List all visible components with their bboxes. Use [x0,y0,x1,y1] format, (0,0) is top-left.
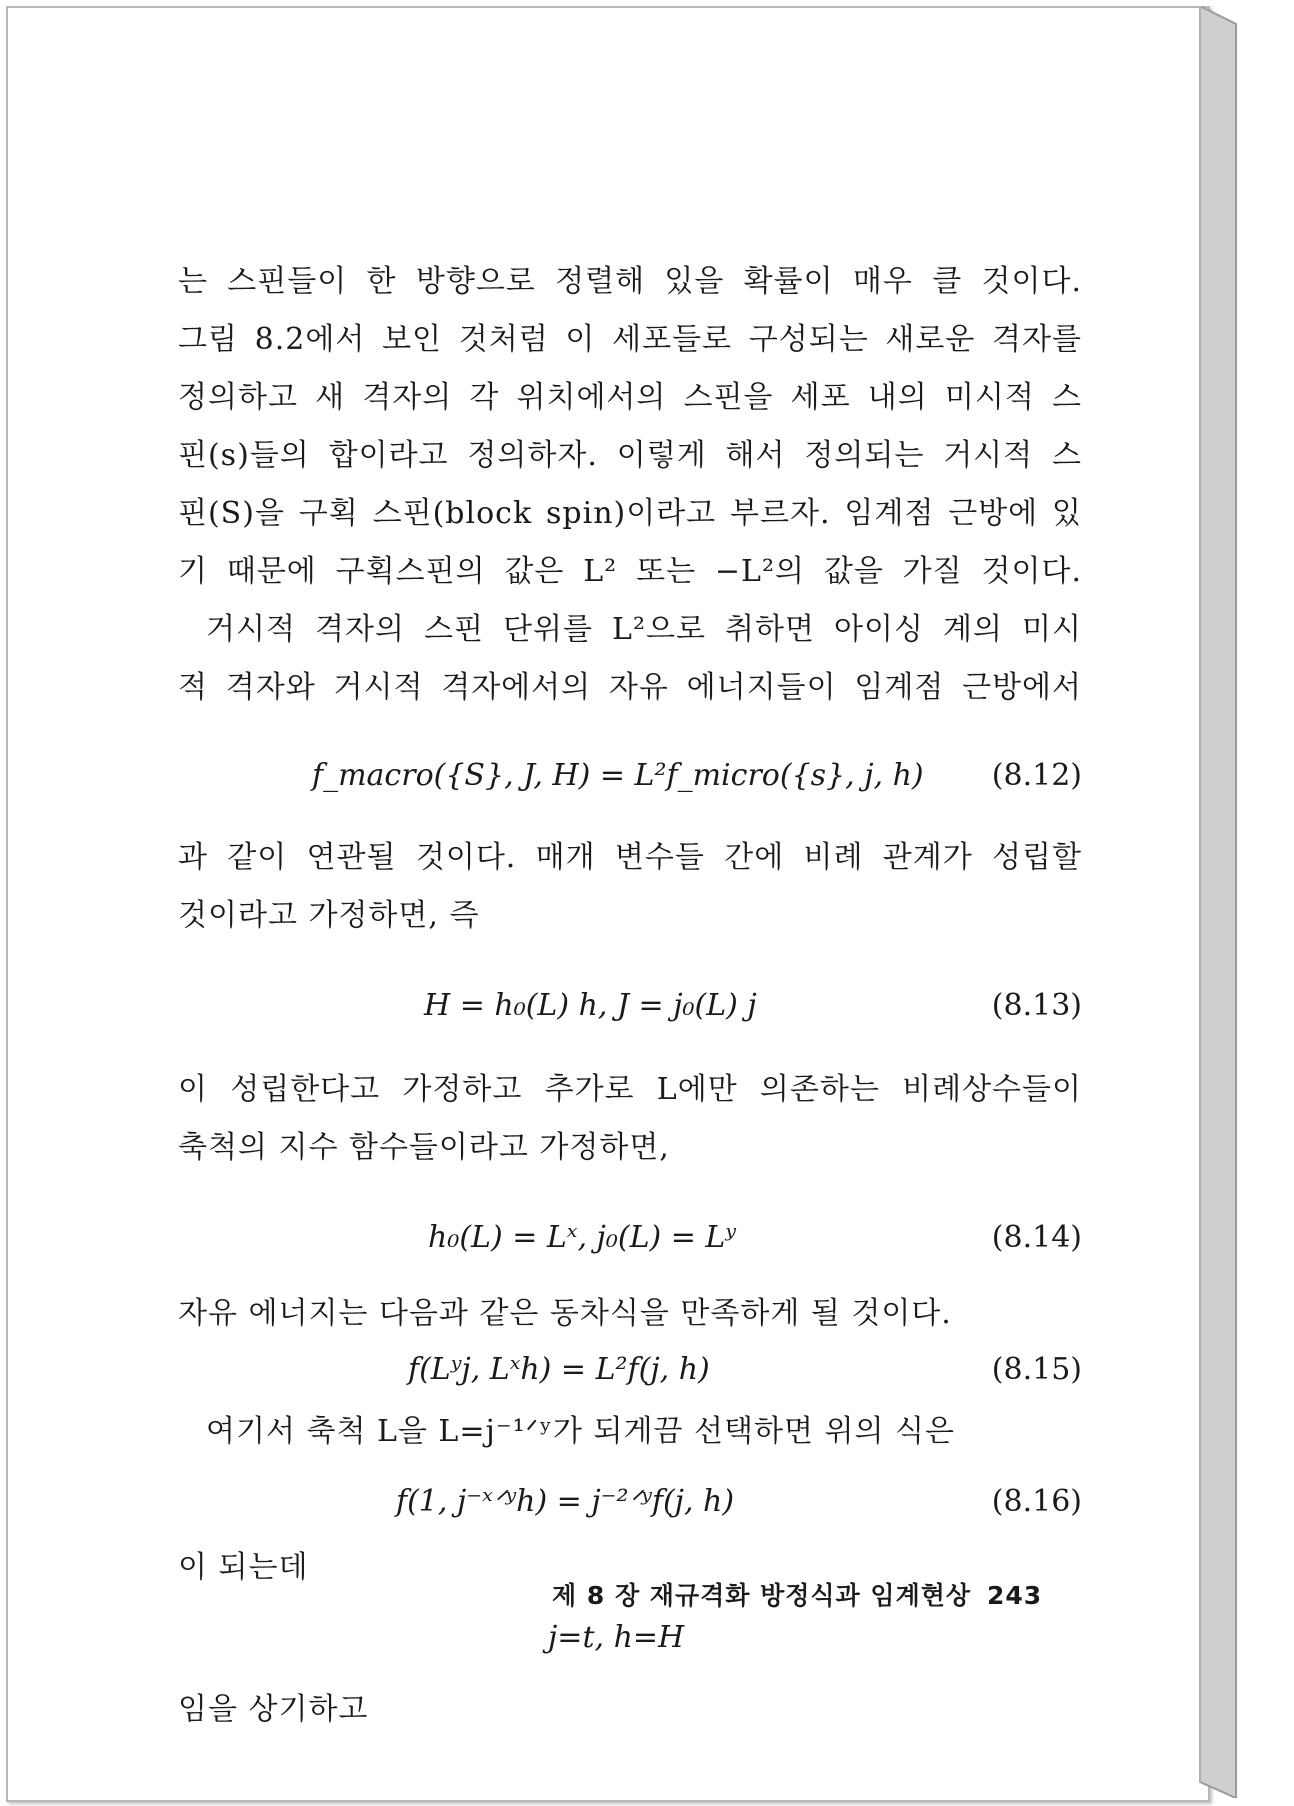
text-line: 이 되는데 [178,1550,309,1585]
text-line: 는 스핀들이 한 방향으로 정렬해 있을 확률이 매우 클 것이다. [178,264,1082,299]
equation-number: (8.15) [991,1352,1082,1387]
text-line: 이 성립한다고 가정하고 추가로 L에만 의존하는 비례상수들이 [178,1072,1082,1107]
equation-unnumbered [178,1616,1082,1660]
text-line: 것이라고 가정하면, 즉 [178,898,480,933]
equation-number: (8.12) [991,758,1082,793]
chapter-title: 제 8 장 재규격화 방정식과 임계현상 [552,1581,972,1610]
text-line: 적 격자와 거시적 격자에서의 자유 에너지들이 임계점 근방에서 [178,670,1082,705]
text-line: 과 같이 연관될 것이다. 매개 변수들 간에 비례 관계가 성립할 [178,840,1082,875]
text-line: 거시적 격자의 스핀 단위를 L²으로 취하면 아이싱 계의 미시 [206,612,1082,647]
text-line: 임을 상기하고 [178,1692,369,1727]
text-line: 기 때문에 구획스핀의 값은 L² 또는 −L²의 값을 가질 것이다. [178,554,1082,589]
text-line: 자유 에너지는 다음과 같은 동차식을 만족하게 될 것이다. [178,1296,952,1331]
equation-number: (8.14) [991,1220,1082,1255]
equation-8-15 [178,1348,1082,1392]
equation-8-14 [178,1216,1082,1260]
equation-expression: H = h₀(L) h, J = j₀(L) j [424,988,757,1023]
text-line: 핀(s)들의 합이라고 정의하자. 이렇게 해서 정의되는 거시적 스 [178,438,1082,473]
page-stack-edge [1196,6,1240,1798]
equation-expression: f_macro({S}, J, H) = L²f_micro({s}, j, h) [312,758,924,793]
text-line: 정의하고 새 격자의 각 위치에서의 스핀을 세포 내의 미시적 스 [178,380,1082,415]
equation-expression: h₀(L) = Lˣ, j₀(L) = Lʸ [428,1220,736,1255]
equation-number: (8.13) [991,988,1082,1023]
equation-expression: j=t, h=H [548,1620,685,1655]
text-line: 그림 8.2에서 보인 것처럼 이 세포들로 구성되는 새로운 격자를 [178,322,1082,357]
equation-8-12 [178,754,1082,798]
running-footer [552,1576,1042,1612]
text-line: 핀(S)을 구획 스핀(block spin)이라고 부르자. 임계점 근방에 있 [178,496,1082,531]
equation-8-13 [178,984,1082,1028]
equation-expression: f(1, j⁻ˣᐟʸh) = j⁻²ᐟʸf(j, h) [396,1484,735,1519]
page-number: 243 [987,1581,1043,1610]
text-line: 여기서 축척 L을 L=j⁻¹ᐟʸ가 되게끔 선택하면 위의 식은 [206,1414,955,1449]
equation-number: (8.16) [991,1484,1082,1519]
equation-expression: f(Lʸj, Lˣh) = L²f(j, h) [408,1352,710,1387]
text-line: 축척의 지수 함수들이라고 가정하면, [178,1130,670,1165]
equation-8-16 [178,1480,1082,1524]
